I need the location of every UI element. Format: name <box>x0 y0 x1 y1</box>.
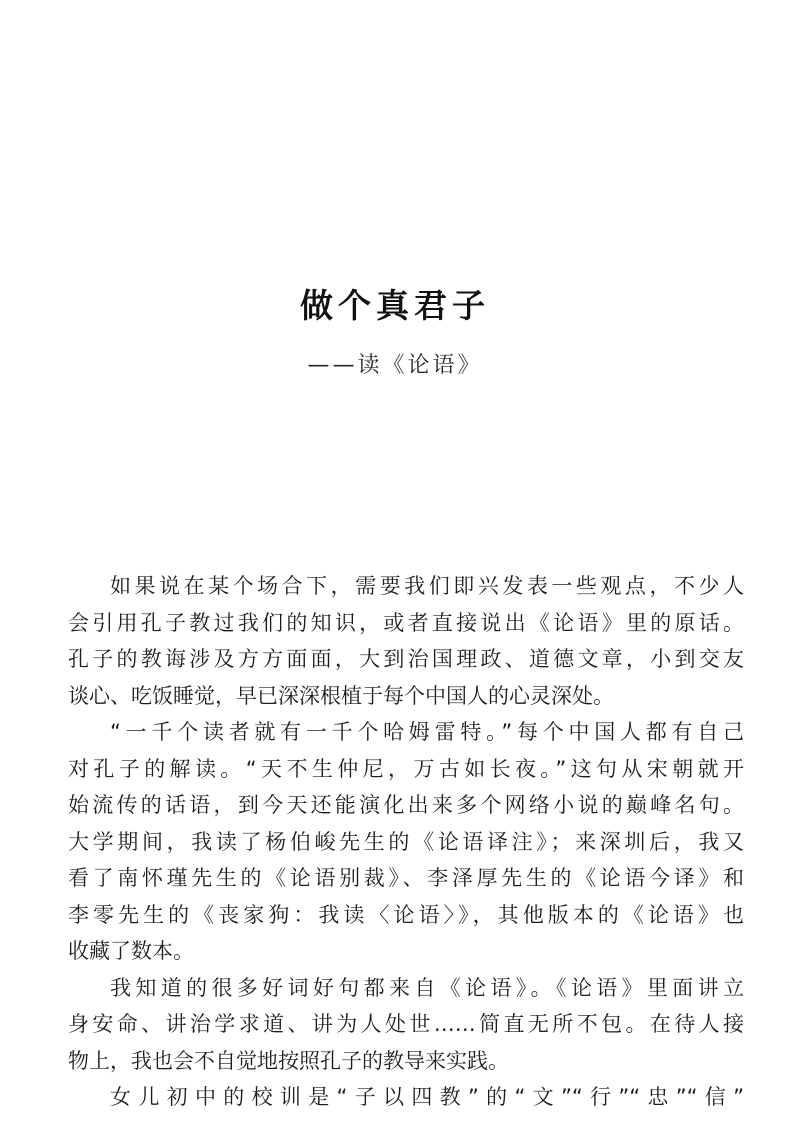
paragraph-4-line-1: 女儿初中的校训是“子以四教”的“文”“行”“忠”“信” <box>110 1085 744 1109</box>
paragraph-2-line-2: 对孔子的解读。“天不生仲尼，万古如长夜。”这句从宋朝就开 <box>68 756 744 781</box>
paragraph-2-line-3: 始流传的话语，到今天还能演化出来多个网络小说的巅峰名句。 <box>68 793 744 817</box>
paragraph-3-line-3: 物上，我也会不自觉地按照孔子的教导来实践。 <box>68 1048 509 1073</box>
paragraph-1-line-2: 会引用孔子教过我们的知识，或者直接说出《论语》里的原话。 <box>68 610 744 635</box>
paragraph-2-line-5: 看了南怀瑾先生的《论语别裁》、李泽厚先生的《论语今译》和 <box>68 866 744 890</box>
paragraph-1-line-3: 孔子的教诲涉及方方面面，大到治国理政、道德文章，小到交友 <box>68 647 744 671</box>
paragraph-2-line-7: 收藏了数本。 <box>68 939 194 963</box>
paragraph-1-line-4: 谈心、吃饭睡觉，早已深深根植于每个中国人的心灵深处。 <box>68 683 614 708</box>
paragraph-1-line-1: 如果说在某个场合下，需要我们即兴发表一些观点，不少人 <box>110 574 744 598</box>
article-subtitle: ——读《论语》 <box>307 353 483 378</box>
paragraph-3-line-2: 身安命、讲治学求道、讲为人处世……简直无所不包。在待人接 <box>68 1012 744 1036</box>
paragraph-2-line-1: “一千个读者就有一千个哈姆雷特。”每个中国人都有自己 <box>110 720 744 744</box>
paragraph-2-line-6: 李零先生的《丧家狗：我读〈论语〉》，其他版本的《论语》也 <box>68 902 744 927</box>
article-body <box>68 568 744 1116</box>
paragraph-2-line-4: 大学期间，我读了杨伯峻先生的《论语译注》；来深圳后，我又 <box>68 829 744 854</box>
article-title: 做个真君子 <box>300 286 490 325</box>
paragraph-3-line-1: 我知道的很多好词好句都来自《论语》。《论语》里面讲立 <box>110 975 744 1000</box>
